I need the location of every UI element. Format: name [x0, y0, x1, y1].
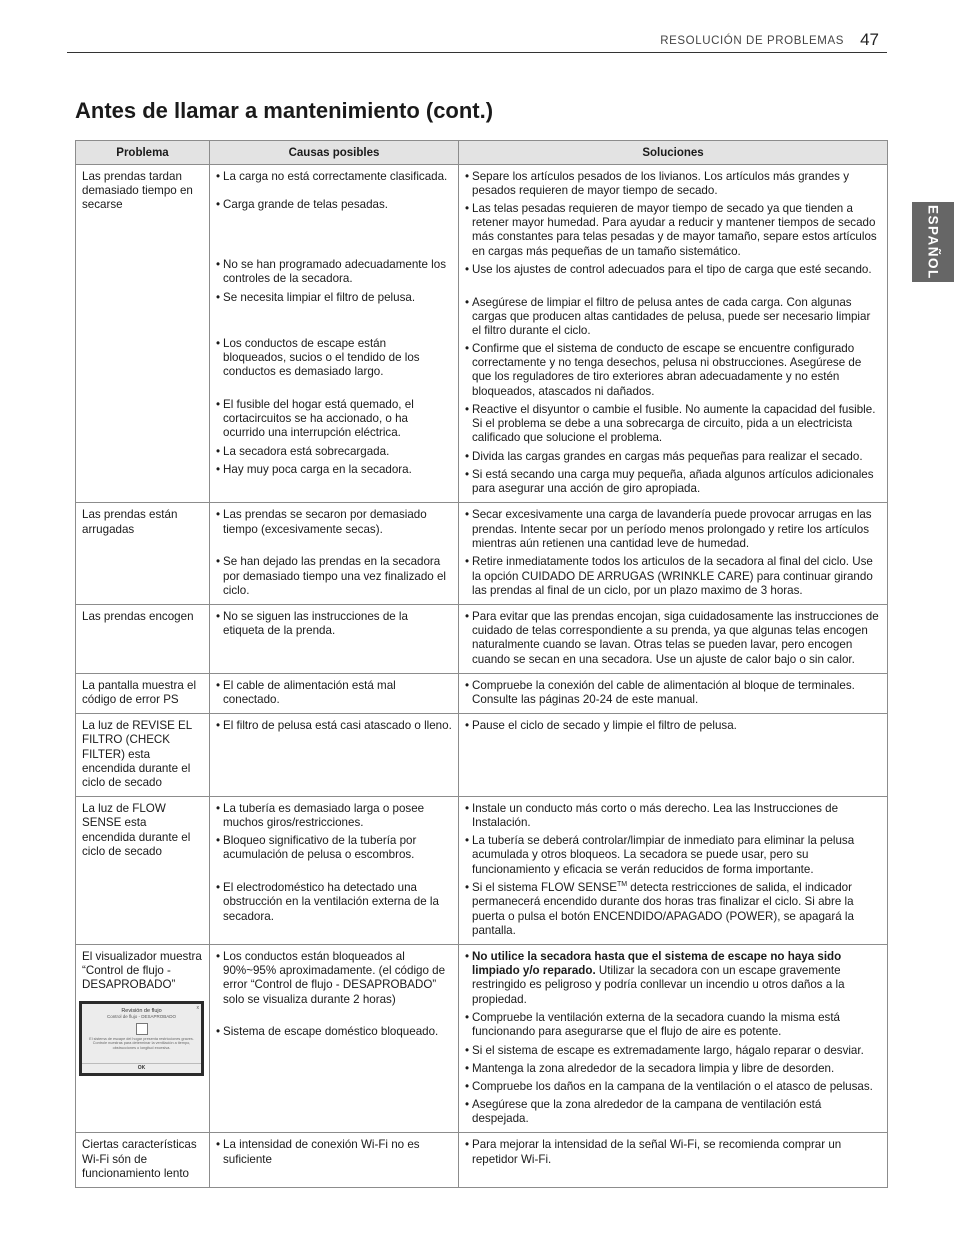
cause-item: • El fusible del hogar está quemado, el cortacircuitos se ha accionado, o ha ocurrido una interrupción eléctrica.: [216, 398, 452, 445]
cause-item: • La intensidad de conexión Wi-Fi no es suficiente: [216, 1138, 452, 1166]
solutions-cell: [459, 797, 888, 945]
solutions-cell: [459, 605, 888, 674]
table-row: [76, 945, 888, 1133]
table-row: [76, 714, 888, 797]
cause-item: • Hay muy poca carga en la secadora.: [216, 463, 452, 477]
causes-cell: [210, 673, 459, 713]
problem-cell: La pantalla muestra el código de error PS: [76, 673, 210, 713]
close-icon: x: [196, 1004, 199, 1011]
solution-item: • No utilice la secadora hasta que el sistema de escape no haya sido limpiado y/o reparado. Utilizar la secadora con un escape gravemente restringido es peligroso y podría conllevar un incendio u otros daños a la propiedad.: [465, 950, 881, 1011]
cause-item: • No se siguen las instrucciones de la etiqueta de la prenda.: [216, 610, 452, 638]
trademark-mark: TM: [616, 881, 628, 889]
screen-status: Control de flujo - DESAPROBADO: [106, 1013, 177, 1019]
cause-item: • Se han dejado las prendas en la secadora por demasiado tiempo una vez finalizado el ciclo.: [216, 555, 452, 598]
solution-item: • Retire inmediatamente todos los articulos de la secadora al final del ciclo. Use la opción CUIDADO DE ARRUGAS (WRINKLE CARE) para continuar girando las prendas al final de un ciclo, por un plazo maximo de 3 horas.: [465, 555, 881, 598]
cause-item: • Bloqueo significativo de la tubería por acumulación de pelusa o escombros.: [216, 834, 452, 881]
filter-icon: [136, 1023, 148, 1035]
cause-item: • Los conductos están bloqueados al 90%~95% aproximadamente. (el código de error “Control de flujo - DESAPROBADO” solo se visualiza durante 2 horas): [216, 950, 452, 1025]
causes-cell: [210, 165, 459, 503]
language-tab-label: ESPAÑOL: [925, 204, 941, 280]
table-row: [76, 673, 888, 713]
table-row: [76, 165, 888, 503]
problem-cell: La luz de REVISE EL FILTRO (CHECK FILTER) esta encendida durante el ciclo de secado: [76, 714, 210, 797]
solution-item: • Instale un conducto más corto o más derecho. Lea las Instrucciones de Instalación.: [465, 802, 881, 834]
solution-item: • Si el sistema FLOW SENSE™ detecta restricciones de salida, el indicador permanecerá encendido durante dos horas tras finalizar el ciclo. Si abre la puerta o pulsa el botón ENCENDIDO/APAGADO (POWER), se apagará la pantalla.: [465, 881, 881, 938]
page-number: 47: [860, 30, 879, 49]
problem-cell: La luz de FLOW SENSE esta encendida durante el ciclo de secado: [76, 797, 210, 945]
solution-item: • Para evitar que las prendas encojan, siga cuidadosamente las instrucciones de cuidado de telas correspondiente a su prenda, ya que algunas telas encogen naturalmente cuando se lavan. Otras telas se pueden lavar, pero encogen cuando se secan en una secadora. Use un ajuste de calor bajo o sin calor.: [465, 610, 881, 667]
causes-cell: [210, 797, 459, 945]
cause-item: • El electrodoméstico ha detectado una obstrucción en la ventilación externa de la secadora.: [216, 881, 452, 924]
table-row: [76, 605, 888, 674]
running-header: RESOLUCIÓN DE PROBLEMAS: [660, 35, 844, 47]
problem-text: El visualizador muestra “Control de flujo - DESAPROBADO”: [82, 950, 202, 992]
causes-cell: [210, 1133, 459, 1188]
solutions-cell: [459, 165, 888, 503]
cause-item: • Carga grande de telas pesadas.: [216, 198, 452, 258]
causes-cell: [210, 605, 459, 674]
solution-item: • Compruebe la ventilación externa de la secadora cuando la misma está funcionando para asegurarse que el flujo de aire es potente.: [465, 1011, 881, 1044]
solution-item: • Compruebe los daños en la campana de la ventilación o el atasco de pelusas.: [465, 1080, 881, 1098]
table-row: [76, 1133, 888, 1188]
screen-title: Revisión de flujo: [121, 1007, 162, 1014]
header-rule: [67, 52, 887, 53]
column-header-solutions: Soluciones: [459, 141, 888, 165]
cause-item: • Los conductos de escape están bloqueados, sucios o el tendido de los conductos es demasiado largo.: [216, 337, 452, 398]
cause-item: • No se han programado adecuadamente los controles de la secadora.: [216, 258, 452, 291]
troubleshooting-table: [75, 140, 888, 1188]
screen-message: El sistema de escape del hogar presenta restricciones graves. Controle nuestras para determinar la ventilación a tiempo, obstrucciones o longitud excesiva.: [89, 1036, 194, 1050]
problem-cell: Las prendas tardan demasiado tiempo en secarse: [76, 165, 210, 503]
solution-item: • Use los ajustes de control adecuados para el tipo de carga que esté secando.: [465, 263, 881, 296]
cause-item: • El filtro de pelusa está casi atascado o lleno.: [216, 719, 452, 733]
solution-item: • Si el sistema de escape es extremadamente largo, hágalo reparar o desviar.: [465, 1044, 881, 1062]
solutions-cell: [459, 945, 888, 1133]
causes-cell: [210, 714, 459, 797]
table-header-row: [76, 141, 888, 165]
table-row: [76, 503, 888, 605]
causes-cell: [210, 503, 459, 605]
column-header-causes: Causas posibles: [210, 141, 459, 165]
display-screenshot: [79, 1001, 204, 1076]
language-tab: [912, 202, 954, 282]
solution-item: • La tubería se deberá controlar/limpiar de inmediato para eliminar la pelusa acumulada y otros bloqueos. La secadora se puede usar, pero su funcionamiento y eficacia se verán reducidos de forma importante.: [465, 834, 881, 881]
problem-cell: Ciertas características Wi-Fi són de funcionamiento lento: [76, 1133, 210, 1188]
problem-cell: Las prendas están arrugadas: [76, 503, 210, 605]
solution-item: • Si está secando una carga muy pequeña, añada algunos artículos adicionales para asegurar una acción de giro apropiada.: [465, 468, 881, 496]
solutions-cell: [459, 714, 888, 797]
solution-item: • Las telas pesadas requieren de mayor tiempo de secado ya que tienden a retener mayor humedad. Para ayudar a reducir y mantener tiempos de secado más constantes para telas pesadas y de mayor tamaño, separe estos artículos en cargas más pequeñas de un tamaño sistemático.: [465, 202, 881, 263]
solution-item: • Secar excesivamente una carga de lavandería puede provocar arrugas en las prendas. Intente secar por un período menos prolongado y retire los artículos mientras aún retienen una cantidad leve de humedad.: [465, 508, 881, 555]
display-screen: [82, 1004, 201, 1073]
solution-item: • Compruebe la conexión del cable de alimentación al bloque de terminales. Consulte las páginas 20-24 de este manual.: [465, 679, 881, 707]
solution-item: • Para mejorar la intensidad de la señal Wi-Fi, se recomienda comprar un repetidor Wi-Fi.: [465, 1138, 881, 1166]
solutions-cell: [459, 1133, 888, 1188]
solution-item: • Pause el ciclo de secado y limpie el filtro de pelusa.: [465, 719, 881, 733]
table-row: [76, 797, 888, 945]
solution-item: • Reactive el disyuntor o cambie el fusible. No aumente la capacidad del fusible. Si el problema se debe a una sobrecarga de circuito, pida a un electricista calificado que solucione el problema.: [465, 403, 881, 450]
column-header-problem: Problema: [76, 141, 210, 165]
solution-item: • Asegúrese de limpiar el filtro de pelusa antes de cada carga. Con algunas cargas que producen altas cantidades de pelusa, puede ser necesario limpiar el filtro durante el ciclo.: [465, 296, 881, 342]
cause-item: • La carga no está correctamente clasificada.: [216, 170, 452, 198]
cause-item: • El cable de alimentación está mal conectado.: [216, 679, 452, 707]
page-title: Antes de llamar a mantenimiento (cont.): [75, 98, 494, 123]
cause-item: • La secadora está sobrecargada.: [216, 445, 452, 463]
solution-item: • Divida las cargas grandes en cargas más pequeñas para realizar el secado.: [465, 450, 881, 468]
solution-item: • Mantenga la zona alrededor de la secadora limpia y libre de desorden.: [465, 1062, 881, 1080]
solution-item: • Asegúrese que la zona alrededor de la campana de ventilación está despejada.: [465, 1098, 881, 1126]
cause-item: • Sistema de escape doméstico bloqueado.: [216, 1025, 452, 1039]
causes-cell: [210, 945, 459, 1133]
solution-item: • Confirme que el sistema de conducto de escape se encuentre configurado correctamente y no tenga desechos, pelusa ni obstrucciones. Asegúrese de que los reguladores de tiro exteriores abran adecuadamente y no estén bloqueados, atascados ni dañados.: [465, 342, 881, 403]
problem-cell: Las prendas encogen: [76, 605, 210, 674]
solution-item: • Separe los artículos pesados de los livianos. Los artículos más grandes y pesados requieren de mayor tiempo de secado.: [465, 170, 881, 202]
cause-item: • Se necesita limpiar el filtro de pelusa.: [216, 291, 452, 337]
solutions-cell: [459, 503, 888, 605]
cause-item: • La tubería es demasiado larga o posee muchos giros/restricciones.: [216, 802, 452, 834]
cause-item: • Las prendas se secaron por demasiado tiempo (excesivamente secas).: [216, 508, 452, 555]
solutions-cell: [459, 673, 888, 713]
screen-ok-button: OK: [82, 1063, 201, 1071]
problem-cell: [76, 945, 210, 1133]
